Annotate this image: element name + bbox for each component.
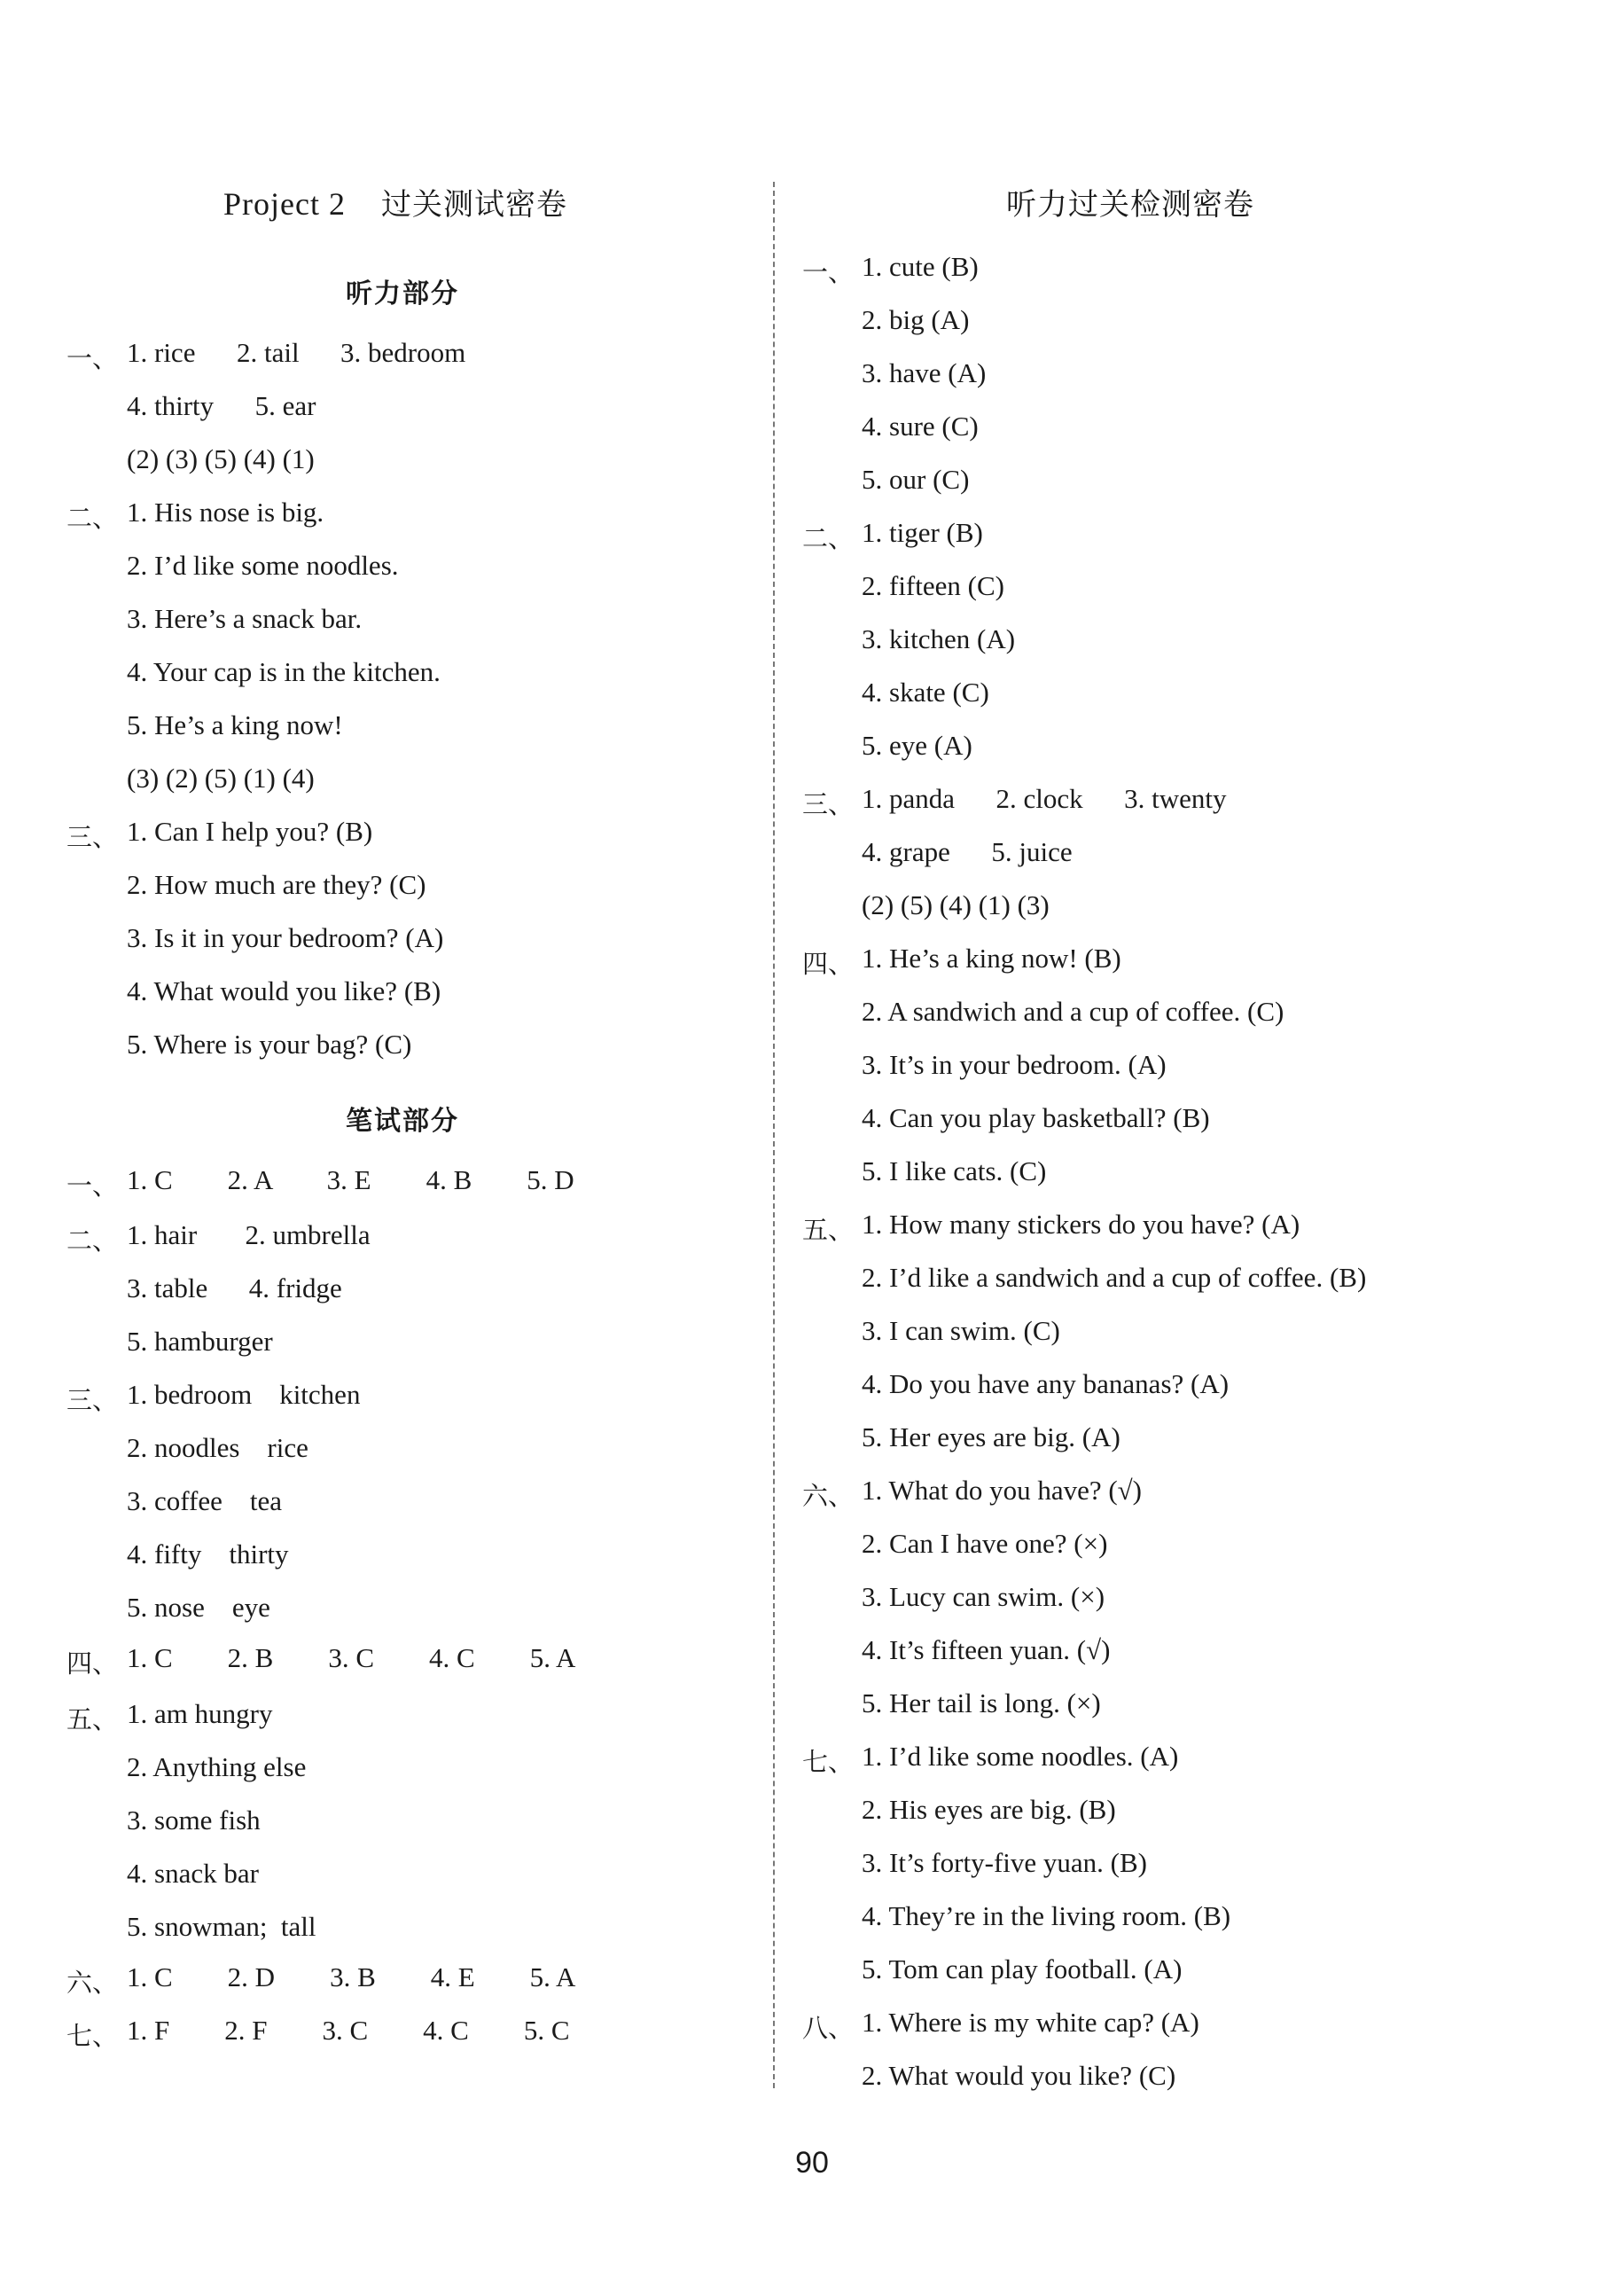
answer-line: 4. They’re in the living room. (B) [862,1900,1231,1931]
section-number: 七、 [66,2021,119,2051]
answer-line: 2. Can I have one? (×) [862,1528,1108,1559]
section-number: 四、 [66,1648,119,1679]
answer-line: 2. I’d like some noodles. [127,550,399,581]
answer-line: 4. grape 5. juice [862,836,1073,867]
left-title [223,180,567,223]
answer-line: 2. fifteen (C) [862,570,1004,601]
section-number: 七、 [802,1747,855,1777]
answer-line: 3. I can swim. (C) [862,1315,1060,1346]
section-number: 三、 [802,789,855,819]
right-title: 听力过关检测密卷 [1006,187,1254,223]
section-number: 二、 [66,1225,119,1256]
answer-line: 2. His eyes are big. (B) [862,1794,1116,1825]
test-title: 过关测试密卷 [380,187,567,223]
answer-line: 3. table 4. fridge [127,1272,342,1303]
answer-line: 1. I’d like some noodles. (A) [862,1741,1179,1772]
answer-line: 4. Can you play basketball? (B) [862,1102,1210,1133]
answer-line: 1. What do you have? (√) [862,1475,1143,1506]
answer-line: 5. I like cats. (C) [862,1155,1047,1186]
answer-line: 3. Is it in your bedroom? (A) [127,922,444,953]
section-number: 二、 [802,523,855,553]
answer-line: 1. panda 2. clock 3. twenty [862,783,1227,814]
answer-line: 5. Tom can play football. (A) [862,1953,1183,1984]
answer-line: (2) (5) (4) (1) (3) [862,889,1050,920]
answer-line: 3. coffee tea [127,1485,282,1516]
answer-line: 1. Where is my white cap? (A) [862,2007,1199,2038]
section-number: 八、 [802,2013,855,2043]
answer-line: 1. Can I help you? (B) [127,816,373,847]
writing-heading: 笔试部分 [346,1106,459,1137]
section-number: 一、 [802,257,855,287]
section-number: 五、 [802,1215,855,1245]
answer-line: 4. skate (C) [862,677,989,708]
section-number: 六、 [66,1968,119,1998]
answer-line: 1. am hungry [127,1698,273,1729]
answer-line: 4. What would you like? (B) [127,975,441,1006]
answer-line: 2. A sandwich and a cup of coffee. (C) [862,996,1284,1027]
project-label: Project 2 [223,186,346,222]
answer-line: 1. C 2. B 3. C 4. C 5. A [127,1642,576,1673]
section-number: 三、 [66,822,119,852]
answer-line: 2. I’d like a sandwich and a cup of coffee. (B) [862,1262,1367,1293]
answer-line: 5. Her tail is long. (×) [862,1687,1101,1718]
answer-line: 4. fifty thirty [127,1538,289,1570]
answer-line: 5. eye (A) [862,730,972,761]
answer-line: 4. sure (C) [862,411,979,442]
answer-line: (2) (3) (5) (4) (1) [127,443,315,474]
answer-line: 1. rice 2. tail 3. bedroom [127,337,466,368]
section-number: 二、 [66,503,119,533]
answer-line: 5. Her eyes are big. (A) [862,1421,1120,1452]
answer-line: 1. His nose is big. [127,497,324,528]
section-number: 一、 [66,343,119,373]
answer-line: 4. Your cap is in the kitchen. [127,656,441,687]
answer-line: 2. big (A) [862,304,970,335]
answer-line: 3. have (A) [862,357,987,388]
answer-line: 3. Lucy can swim. (×) [862,1581,1105,1612]
answer-line: 4. thirty 5. ear [127,390,316,421]
answer-line: 3. some fish [127,1804,261,1836]
answer-line: 5. nose eye [127,1592,270,1623]
answer-line: 5. snowman; tall [127,1911,316,1942]
answer-line: 1. C 2. D 3. B 4. E 5. A [127,1961,576,1992]
listening-heading: 听力部分 [346,278,459,309]
section-number: 六、 [802,1481,855,1511]
answer-line: 1. hair 2. umbrella [127,1219,371,1250]
answer-line: 5. Where is your bag? (C) [127,1029,412,1060]
section-number: 一、 [66,1170,119,1201]
answer-line: 1. tiger (B) [862,517,983,548]
answer-line: 1. C 2. A 3. E 4. B 5. D [127,1164,574,1195]
answer-line: 3. Here’s a snack bar. [127,603,363,634]
section-number: 五、 [66,1704,119,1734]
section-number: 三、 [66,1385,119,1415]
answer-line: 5. hamburger [127,1326,273,1357]
answer-line: 5. He’s a king now! [127,709,343,740]
answer-line: 1. bedroom kitchen [127,1379,361,1410]
answer-line: 2. noodles rice [127,1432,308,1463]
answer-line: 1. How many stickers do you have? (A) [862,1209,1300,1240]
answer-line: 2. Anything else [127,1751,307,1782]
answer-line: 1. F 2. F 3. C 4. C 5. C [127,2015,570,2046]
page-number: 90 [795,2146,829,2180]
answer-line: 1. He’s a king now! (B) [862,943,1121,974]
answer-line: 4. Do you have any bananas? (A) [862,1368,1230,1399]
answer-line: (3) (2) (5) (1) (4) [127,763,315,794]
answer-line: 3. It’s forty-five yuan. (B) [862,1847,1147,1878]
answer-line: 4. snack bar [127,1858,259,1889]
answer-line: 3. kitchen (A) [862,623,1016,654]
answer-line: 3. It’s in your bedroom. (A) [862,1049,1167,1080]
answer-line: 4. It’s fifteen yuan. (√) [862,1634,1111,1665]
answer-line: 5. our (C) [862,464,970,495]
answer-line: 2. How much are they? (C) [127,869,426,900]
answer-line: 2. What would you like? (C) [862,2060,1176,2091]
column-divider [773,182,775,2088]
section-number: 四、 [802,949,855,979]
answer-line: 1. cute (B) [862,251,979,282]
